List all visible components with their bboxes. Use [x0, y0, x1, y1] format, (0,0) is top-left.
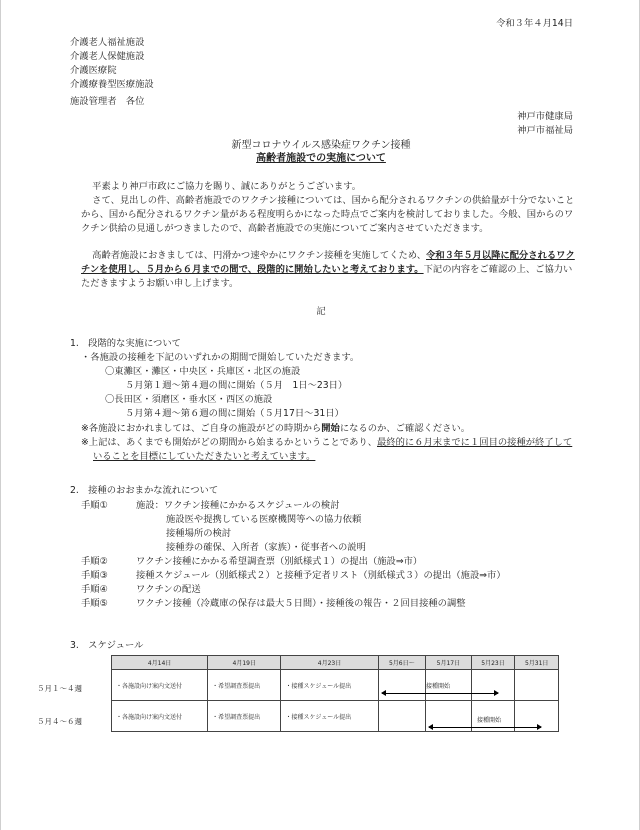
schedule-col-header: 5月6日～	[378, 656, 426, 670]
section-1-note-1-text-c: になるのか、ご確認ください。	[339, 423, 470, 434]
schedule-cell	[515, 670, 559, 701]
schedule-cell	[378, 701, 426, 732]
step-4-text: ワクチンの配送	[136, 584, 201, 595]
section-1-note-2	[81, 436, 579, 464]
schedule-cell: ・希望調査票提出	[208, 701, 281, 732]
section-1-group-1-period: ５月第１週～第４週の間に開始（５月 1日～23日）	[125, 380, 348, 391]
section-3-heading: 3. スケジュール	[70, 640, 144, 651]
recipient-manager: 施設管理者 各位	[70, 96, 145, 107]
schedule-row-2-arrow	[429, 727, 541, 728]
step-3-text: 接種スケジュール（別紙様式２）と接種予定者リスト（別紙様式３）の提出（施設⇒市）	[136, 570, 506, 581]
section-1-group-2-period: ５月第４週～第６週の間に開始（５月17日～31日）	[125, 408, 344, 419]
step-5-text: ワクチン接種（冷蔵庫の保存は最大５日間）・接種後の報告・２回目接種の調整	[136, 598, 466, 609]
intro-paragraph-3-emphasis: 令和３年５月以降に配分されるワクチンを使用し、５月から６月までの間で、段階的に開始したいと考えております。	[81, 250, 575, 275]
ki-heading: 記	[316, 306, 326, 317]
sender-2: 神戸市福祉局	[517, 125, 573, 136]
schedule-col-header: 4月14日	[112, 656, 208, 670]
step-2-text: ワクチン接種にかかる希望調査票（別紙様式１）の提出（施設⇒市）	[136, 556, 423, 567]
intro-paragraph-3-text-a: 高齢者施設におきましては、円滑かつ速やかにワクチン接種を実施してくため、	[92, 250, 427, 261]
step-5-label: 手順⑤	[81, 598, 108, 609]
schedule-row	[112, 670, 559, 701]
step-1-item-4: 接種券の確保、入所者（家族）・従事者への説明	[166, 542, 366, 553]
schedule-row-1-bar-label: 接種開始	[426, 683, 451, 690]
schedule-cell: ・各施設向け案内文送付	[112, 670, 208, 701]
section-1-note-1	[81, 422, 470, 436]
schedule-cell: ・希望調査票提出	[208, 670, 281, 701]
schedule-col-header: 5月31日	[515, 656, 559, 670]
recipient-4: 介護療養型医療施設	[70, 79, 154, 90]
schedule-row-2-bar-label: 接種開始	[477, 717, 502, 724]
document-date: 令和３年４月14日	[496, 18, 573, 29]
step-2-label: 手順②	[81, 556, 108, 567]
schedule-header-row	[112, 656, 559, 670]
step-1-label: 手順①	[81, 500, 108, 511]
schedule-cell: ・各施設向け案内文送付	[112, 701, 208, 732]
document-title: 新型コロナウイルス感染症ワクチン接種	[231, 140, 411, 151]
schedule-row-2-label: ５月４～６週	[37, 717, 82, 726]
recipient-2: 介護老人保健施設	[70, 51, 145, 62]
intro-paragraph-3	[81, 249, 579, 291]
intro-paragraph-3-text-c: 下記の内容をご確認の上、ご協力いただきますようお願い申し上げます。	[81, 264, 573, 289]
section-1-heading: 1. 段階的な実施について	[70, 338, 181, 349]
step-4-label: 手順④	[81, 584, 108, 595]
schedule-cell: ・接種スケジュール提出	[281, 701, 378, 732]
recipient-3: 介護医療院	[70, 65, 117, 76]
section-1-note-1-emphasis: 開始	[321, 423, 340, 434]
intro-paragraph-1: 平素より神戸市政にご協力を賜り、誠にありがとうございます。	[92, 181, 362, 192]
step-1-item-2: 施設医や提携している医療機関等への協力依頼	[166, 514, 362, 525]
schedule-col-header: 5月23日	[471, 656, 515, 670]
section-1-lead: ・各施設の接種を下記のいずれかの期間で開始していただきます。	[81, 352, 360, 363]
section-1-note-2-emphasis: 最終的に６月末までに１回目の接種が終了していることを目標にしていただきたいと考えています。	[93, 437, 573, 462]
section-2-heading: 2. 接種のおおまかな流れについて	[70, 485, 219, 496]
schedule-col-header: 4月19日	[208, 656, 281, 670]
section-1-note-1-text-a: ※各施設におかれましては、ご自身の施設がどの時期から	[81, 423, 322, 434]
step-1-text: 施設：ワクチン接種にかかるスケジュールの検討	[136, 500, 340, 511]
schedule-cell: ・接種スケジュール提出	[281, 670, 378, 701]
schedule-row-1-arrow	[382, 693, 498, 694]
step-3-label: 手順③	[81, 570, 108, 581]
schedule-col-header: 4月23日	[281, 656, 378, 670]
schedule-row-1-label: ５月１～４週	[37, 684, 82, 693]
intro-paragraph-2: さて、見出しの件、高齢者施設でのワクチン接種については、国から配分されるワクチンの供給量が十分でないことから、国から配分されるワクチン量がある程度明らかになった時点でご案内を検討しておりました。今般、国からのワクチン供給の見通しがつきましたので、高齢者施設での実施についてご案内させていただきます。	[81, 195, 575, 234]
section-1-group-1: 〇東灘区・灘区・中央区・兵庫区・北区の施設	[105, 366, 301, 377]
document-subtitle: 高齢者施設での実施について	[256, 153, 386, 164]
section-1-group-2: 〇長田区・須磨区・垂水区・西区の施設	[105, 394, 273, 405]
section-1-note-2-text-a: ※上記は、あくまでも開始がどの期間から始まるかということであり、	[81, 437, 377, 448]
recipient-1: 介護老人福祉施設	[70, 37, 145, 48]
step-1-item-3: 接種場所の検討	[166, 528, 232, 539]
schedule-col-header: 5月17日	[426, 656, 472, 670]
sender-1: 神戸市健康局	[517, 111, 573, 122]
